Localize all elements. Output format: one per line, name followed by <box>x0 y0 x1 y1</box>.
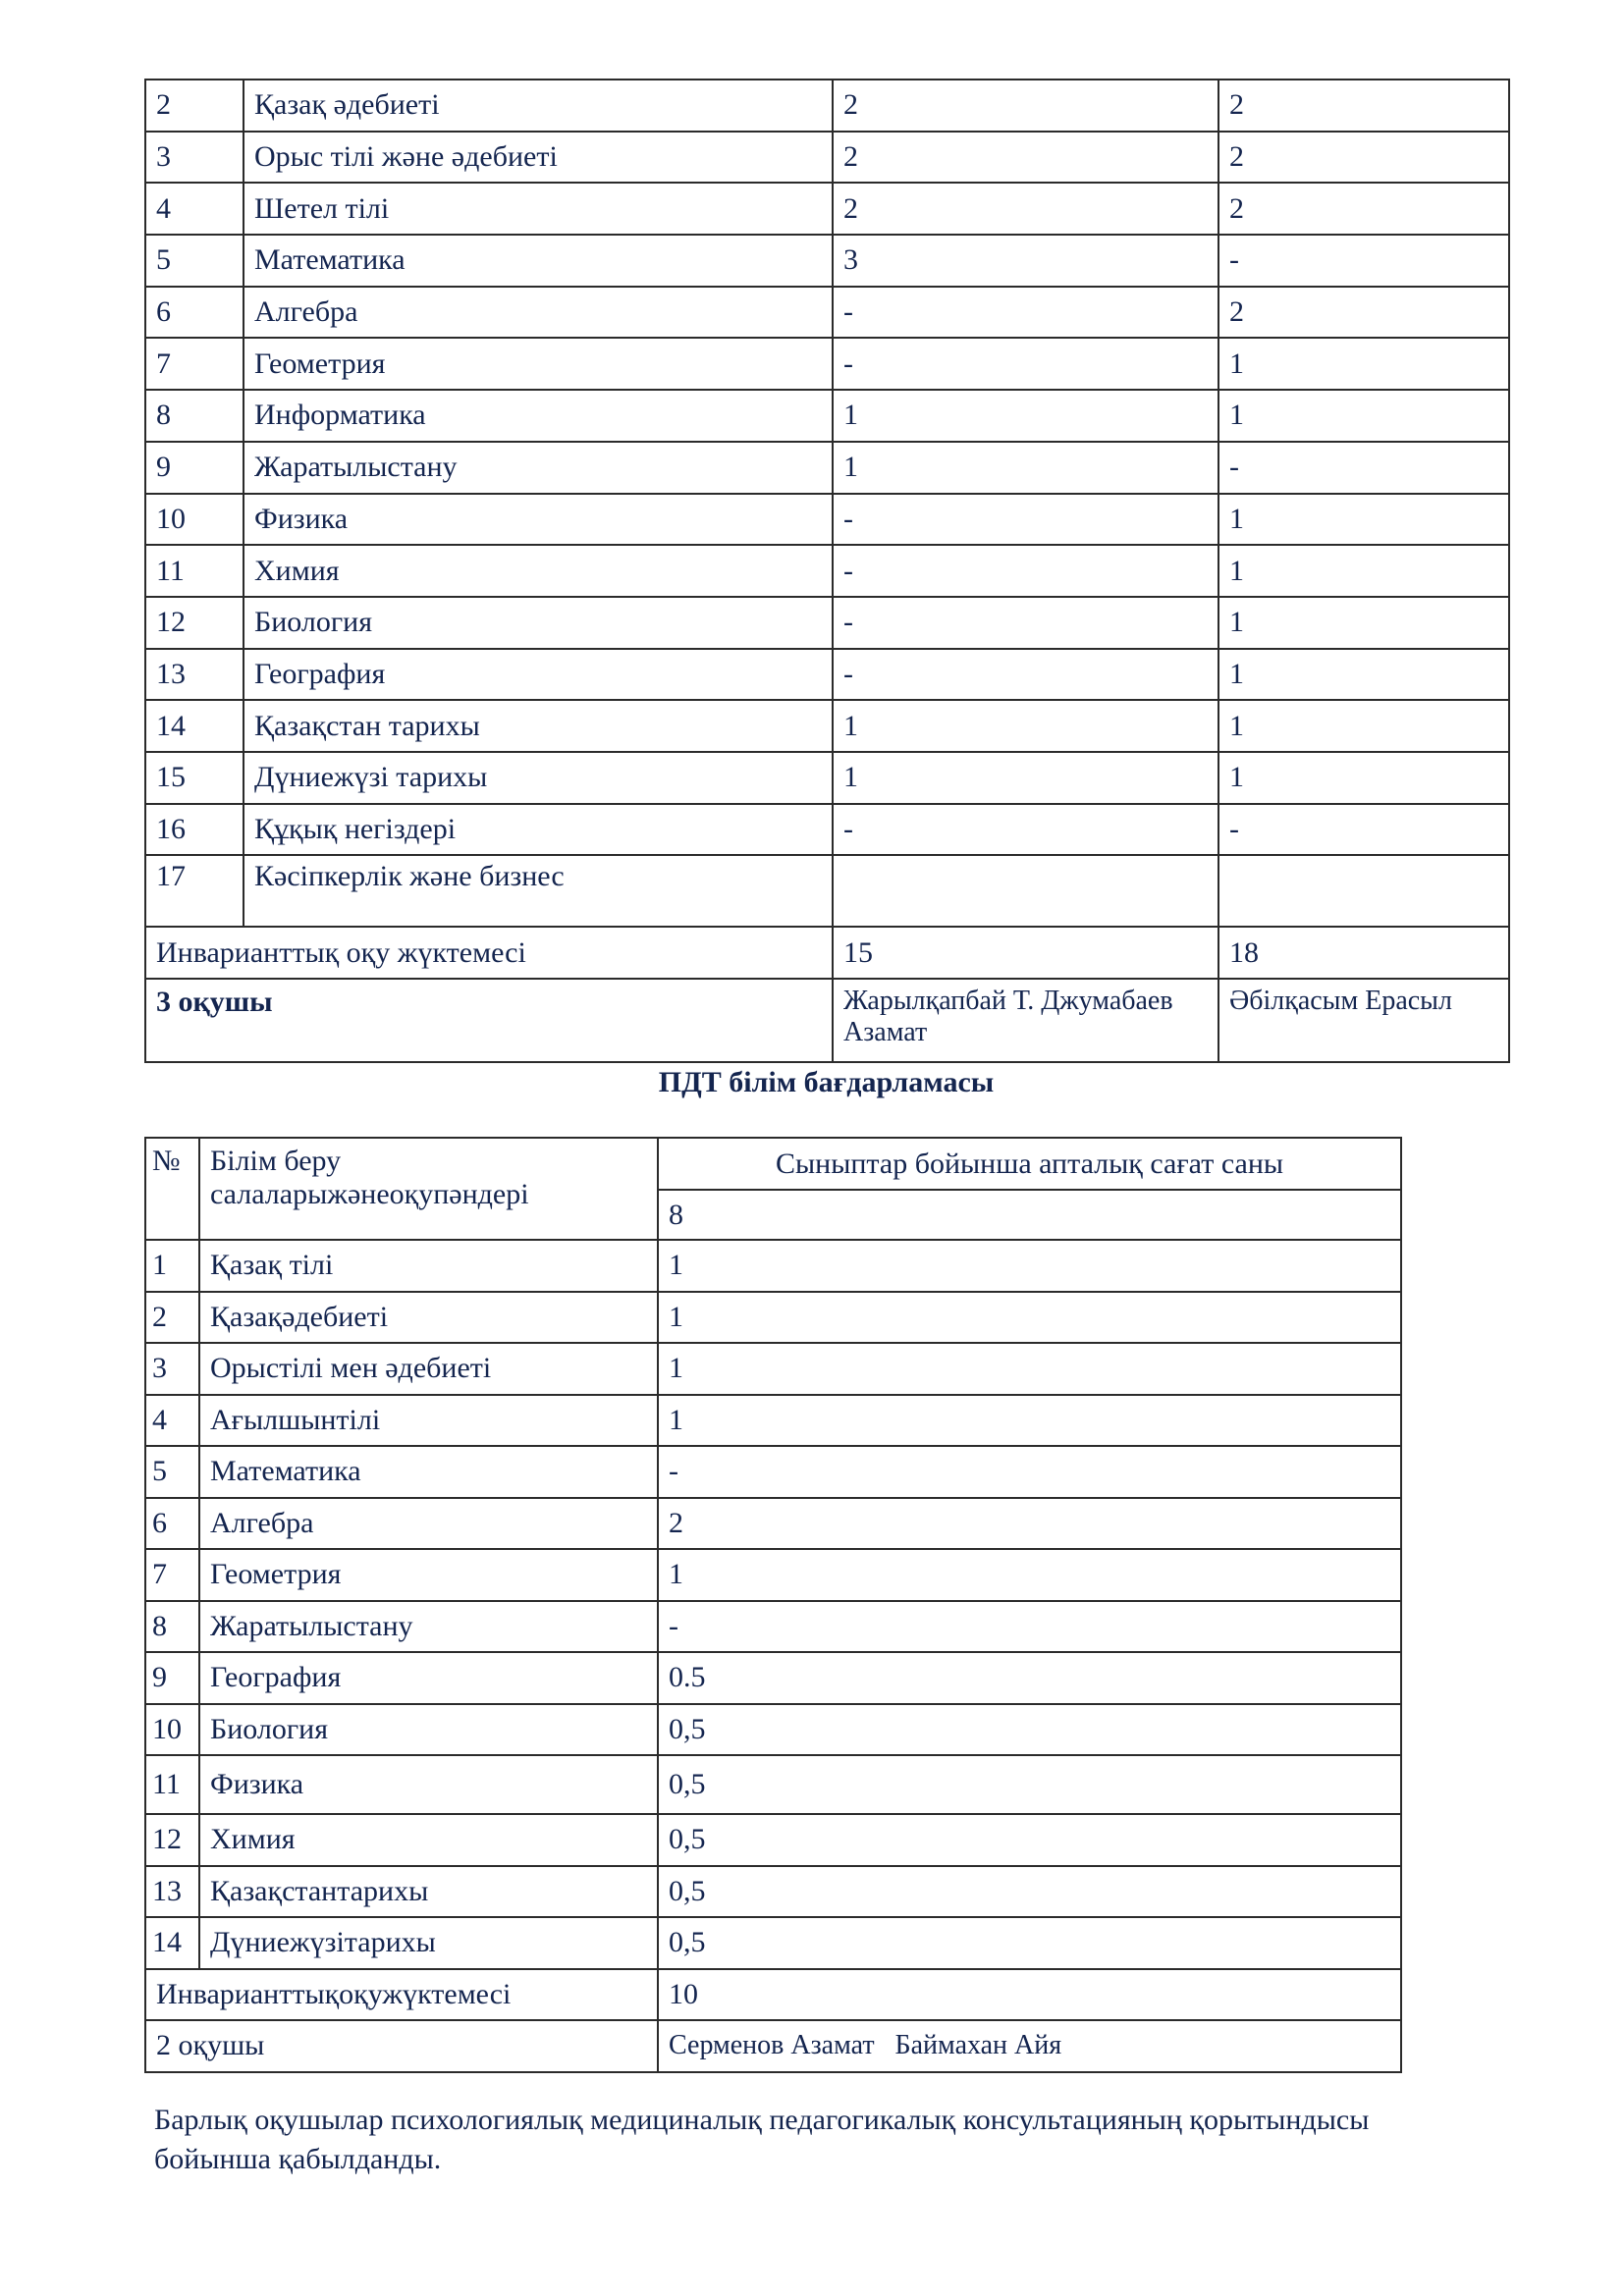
total-row <box>145 1969 1401 2021</box>
hours-value: 1 <box>658 1292 1401 1344</box>
hours-value: - <box>658 1601 1401 1653</box>
header-row <box>145 1138 1401 1190</box>
subject-name: Жаратылыстану <box>244 442 833 494</box>
row-number: 7 <box>145 338 244 390</box>
students-names: Серменов Азамат Баймахан Айя <box>658 2020 1401 2072</box>
row-number: 12 <box>145 597 244 649</box>
hours-col-a: 1 <box>833 700 1218 752</box>
hours-col-a: 2 <box>833 132 1218 184</box>
subject-name: Биология <box>199 1704 658 1756</box>
header-subject: Білім беру салаларыжәнеоқупәндері <box>199 1138 658 1240</box>
section-title: ПДТ білім бағдарламасы <box>658 1066 995 1098</box>
hours-value: 0,5 <box>658 1866 1401 1918</box>
total-label: Инварианттық оқу жүктемесі <box>145 927 833 979</box>
row-number: 11 <box>145 545 244 597</box>
row-number: 6 <box>145 1498 199 1550</box>
subject-name: Құқық негіздері <box>244 804 833 856</box>
subject-name: Орыстілі мен әдебиеті <box>199 1343 658 1395</box>
hours-col-a: 1 <box>833 390 1218 442</box>
row-number: 10 <box>145 494 244 546</box>
hours-value: 0.5 <box>658 1652 1401 1704</box>
row-number: 9 <box>145 1652 199 1704</box>
students-count-label: 3 оқушы <box>145 979 833 1062</box>
total-col-a: 15 <box>833 927 1218 979</box>
hours-value: 1 <box>658 1549 1401 1601</box>
students-names-col-a: Жарылқапбай Т. Джумабаев Азамат <box>833 979 1218 1062</box>
row-number: 13 <box>145 649 244 701</box>
hours-col-a: 3 <box>833 235 1218 287</box>
hours-col-b: 2 <box>1218 132 1509 184</box>
table-row <box>145 1343 1401 1395</box>
subject-name: Геометрия <box>199 1549 658 1601</box>
row-number: 11 <box>145 1755 199 1814</box>
hours-value: 1 <box>658 1395 1401 1447</box>
subject-name: Қазақстантарихы <box>199 1866 658 1918</box>
hours-col-a: - <box>833 338 1218 390</box>
subject-name: География <box>199 1652 658 1704</box>
hours-col-b: 1 <box>1218 545 1509 597</box>
hours-value: - <box>658 1446 1401 1498</box>
table-row <box>145 338 1509 390</box>
row-number: 6 <box>145 287 244 339</box>
row-number: 2 <box>145 1292 199 1344</box>
hours-value: 1 <box>658 1343 1401 1395</box>
subject-name: Қазақ әдебиеті <box>244 80 833 132</box>
table-row <box>145 183 1509 235</box>
table-row <box>145 1395 1401 1447</box>
table-row <box>145 752 1509 804</box>
table-row <box>145 390 1509 442</box>
hours-col-a: - <box>833 494 1218 546</box>
table-row <box>145 1240 1401 1292</box>
hours-col-a: - <box>833 287 1218 339</box>
subject-name: Информатика <box>244 390 833 442</box>
subject-name: Шетел тілі <box>244 183 833 235</box>
table-row <box>145 855 1509 927</box>
table-row <box>145 80 1509 132</box>
table-row <box>145 1498 1401 1550</box>
subject-name: Қазақ тілі <box>199 1240 658 1292</box>
row-number: 8 <box>145 1601 199 1653</box>
total-col-b: 18 <box>1218 927 1509 979</box>
subject-name: Кәсіпкерлік және бизнес <box>244 855 833 927</box>
subject-name: Қазақстан тарихы <box>244 700 833 752</box>
hours-col-b: 1 <box>1218 752 1509 804</box>
hours-col-b: 1 <box>1218 649 1509 701</box>
curriculum-table-2 <box>144 1137 1402 2073</box>
students-names-col-b: Әбілқасым Ерасыл <box>1218 979 1509 1062</box>
hours-col-b: 1 <box>1218 494 1509 546</box>
hours-col-a: - <box>833 649 1218 701</box>
hours-value: 1 <box>658 1240 1401 1292</box>
table-row <box>145 1704 1401 1756</box>
hours-col-a: 2 <box>833 183 1218 235</box>
hours-value: 2 <box>658 1498 1401 1550</box>
subject-name: Ағылшынтілі <box>199 1395 658 1447</box>
hours-value: 0,5 <box>658 1814 1401 1866</box>
hours-value: 0,5 <box>658 1917 1401 1969</box>
table-row <box>145 1601 1401 1653</box>
row-number: 17 <box>145 855 244 927</box>
row-number: 8 <box>145 390 244 442</box>
hours-col-a: - <box>833 597 1218 649</box>
table-row <box>145 649 1509 701</box>
row-number: 7 <box>145 1549 199 1601</box>
row-number: 15 <box>145 752 244 804</box>
curriculum-table-1 <box>144 79 1510 1063</box>
row-number: 4 <box>145 1395 199 1447</box>
table-row <box>145 1814 1401 1866</box>
subject-name: География <box>244 649 833 701</box>
table-row <box>145 1652 1401 1704</box>
table-row <box>145 700 1509 752</box>
total-row <box>145 927 1509 979</box>
students-count-label: 2 оқушы <box>145 2020 658 2072</box>
subject-name: Алгебра <box>244 287 833 339</box>
row-number: 16 <box>145 804 244 856</box>
header-grade: 8 <box>658 1190 1401 1240</box>
table-row <box>145 132 1509 184</box>
subject-name: Алгебра <box>199 1498 658 1550</box>
hours-col-a: - <box>833 545 1218 597</box>
row-number: 1 <box>145 1240 199 1292</box>
hours-col-b: - <box>1218 804 1509 856</box>
table-row <box>145 287 1509 339</box>
subject-name: Орыс тілі және әдебиеті <box>244 132 833 184</box>
row-number: 10 <box>145 1704 199 1756</box>
table-row <box>145 1917 1401 1969</box>
subject-name: Химия <box>244 545 833 597</box>
row-number: 14 <box>145 1917 199 1969</box>
table-row <box>145 1866 1401 1918</box>
row-number: 12 <box>145 1814 199 1866</box>
table-row <box>145 1755 1401 1814</box>
hours-col-b: 2 <box>1218 80 1509 132</box>
subject-name: Химия <box>199 1814 658 1866</box>
hours-value: 0,5 <box>658 1704 1401 1756</box>
table-row <box>145 545 1509 597</box>
students-row <box>145 979 1509 1062</box>
subject-name: Математика <box>199 1446 658 1498</box>
hours-col-b: 2 <box>1218 183 1509 235</box>
hours-col-b: - <box>1218 235 1509 287</box>
hours-col-b: 1 <box>1218 390 1509 442</box>
students-row <box>145 2020 1401 2072</box>
row-number: 5 <box>145 235 244 287</box>
admission-note: Барлық оқушылар психологиялық медициналық педагогикалық консультацияның қорытындысы бойынша қабылданды. <box>154 2104 1370 2175</box>
hours-col-b: 2 <box>1218 287 1509 339</box>
hours-col-b: - <box>1218 442 1509 494</box>
table-row <box>145 597 1509 649</box>
hours-col-b: 1 <box>1218 338 1509 390</box>
subject-name: Дүниежүзітарихы <box>199 1917 658 1969</box>
hours-col-a: 1 <box>833 442 1218 494</box>
table-row <box>145 442 1509 494</box>
table-row <box>145 1292 1401 1344</box>
table-row <box>145 235 1509 287</box>
subject-name: Геометрия <box>244 338 833 390</box>
table-row <box>145 494 1509 546</box>
subject-name: Дүниежүзі тарихы <box>244 752 833 804</box>
row-number: 14 <box>145 700 244 752</box>
table-row <box>145 1549 1401 1601</box>
row-number: 3 <box>145 1343 199 1395</box>
subject-name: Жаратылыстану <box>199 1601 658 1653</box>
row-number: 4 <box>145 183 244 235</box>
hours-col-b <box>1218 855 1509 927</box>
row-number: 13 <box>145 1866 199 1918</box>
hours-col-a <box>833 855 1218 927</box>
hours-col-b: 1 <box>1218 700 1509 752</box>
header-hours: Сыныптар бойынша апталық сағат саны <box>658 1138 1401 1190</box>
header-number: № <box>145 1138 199 1240</box>
hours-value: 0,5 <box>658 1755 1401 1814</box>
row-number: 3 <box>145 132 244 184</box>
subject-name: Қазақәдебиеті <box>199 1292 658 1344</box>
row-number: 2 <box>145 80 244 132</box>
hours-col-a: 2 <box>833 80 1218 132</box>
subject-name: Биология <box>244 597 833 649</box>
table-row <box>145 1446 1401 1498</box>
total-hours: 10 <box>658 1969 1401 2021</box>
subject-name: Математика <box>244 235 833 287</box>
total-label: Инварианттықоқужүктемесі <box>145 1969 658 2021</box>
hours-col-b: 1 <box>1218 597 1509 649</box>
hours-col-a: - <box>833 804 1218 856</box>
row-number: 9 <box>145 442 244 494</box>
hours-col-a: 1 <box>833 752 1218 804</box>
row-number: 5 <box>145 1446 199 1498</box>
subject-name: Физика <box>199 1755 658 1814</box>
table-row <box>145 804 1509 856</box>
subject-name: Физика <box>244 494 833 546</box>
